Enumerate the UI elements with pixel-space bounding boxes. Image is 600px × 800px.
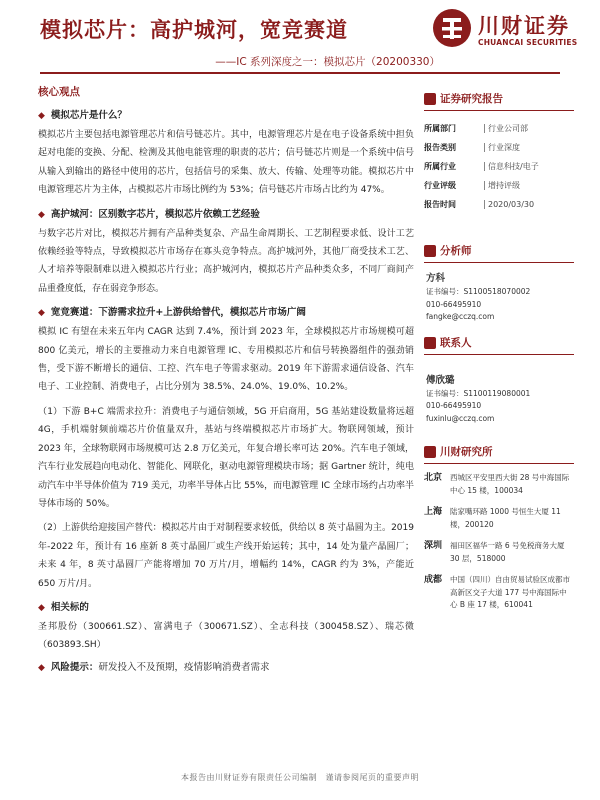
- section-heading: ◆ 高护城河：区别数字芯片，模拟芯片依赖工艺经验: [38, 208, 260, 220]
- report-info-table: [424, 119, 574, 214]
- info-row: 行业评级 增持评级: [424, 176, 574, 195]
- office-item: 成都 中国（四川）自由贸易试验区成都市高新区交子大道 177 号中海国际中心 B 座 17 楼，610041: [424, 575, 570, 609]
- logo-text-cn: 川财证券: [478, 14, 570, 38]
- square-marker-icon: [424, 446, 436, 458]
- core-viewpoints-heading: 核心观点: [38, 86, 80, 98]
- analyst-name: 方科: [426, 273, 446, 284]
- info-row: 所属部门 行业公司部: [424, 119, 574, 138]
- risk-label: 风险提示：: [50, 661, 99, 673]
- logo-emblem-icon: [432, 8, 472, 48]
- company-logo: [432, 8, 578, 52]
- header-divider: [40, 72, 560, 74]
- section-heading: ◆ 相关标的: [38, 601, 89, 613]
- square-marker-icon: [424, 93, 436, 105]
- analyst-card: [426, 271, 574, 324]
- office-list: [424, 472, 574, 612]
- section-heading: ◆ 模拟芯片是什么？: [38, 110, 127, 121]
- logo-text-en: CHUANCAI SECURITIES: [478, 38, 578, 47]
- office-item: 上海 陆家嘴环路 1000 号恒生大厦 11 楼，200120: [424, 507, 561, 529]
- report-title: 模拟芯片：高护城河，宽竞赛道: [40, 17, 348, 42]
- contact-phone: 010-66495910: [426, 401, 482, 410]
- analyst-heading: 分析师: [424, 244, 574, 263]
- analyst-phone: 010-66495910: [426, 299, 482, 309]
- page-footer: 本报告由川财证券有限责任公司编制 谨请参阅尾页的重要声明: [181, 773, 419, 782]
- diamond-bullet-icon: ◆: [38, 602, 45, 613]
- section-paragraph: 与数字芯片对比，模拟芯片拥有产品种类复杂、产品生命周期长、工艺制程要求低、设计工艺依赖经验等特点，导致模拟芯片市场存在寡头竞争特点。高护城河外，其他厂商受技术工艺、人才培养等限制难以进入模拟芯片行业；高护城河内，模拟芯片产品种类众多，不同厂商间产品重叠度低，存在弱竞争形态。: [38, 228, 414, 294]
- sidebar: [424, 92, 574, 621]
- info-row: 报告类别 行业深度: [424, 138, 574, 157]
- section-heading: ◆ 宽竞赛道：下游需求拉升+上游供给替代，模拟芯片市场广阔: [38, 307, 306, 319]
- square-marker-icon: [424, 245, 436, 257]
- core-viewpoints: [38, 80, 414, 678]
- info-row: 所属行业 信息科技/电子: [424, 157, 574, 176]
- risk-warning: [38, 659, 414, 673]
- section-paragraph: 模拟芯片主要包括电源管理芯片和信号链芯片。其中，电源管理芯片是在电子设备系统中担负起对电能的变换、分配、检测及其他电能管理的职责的芯片；信号链芯片则是一个系统中信号从输入到输出的路径中使用的芯片，包括信号的采集、放大、传输、处理等功能。模拟芯片中电源管理芯片为主体，占模拟芯片市场比例约为 53%；信号链芯片市场占比约为 47%。: [38, 130, 414, 196]
- contact-email[interactable]: fuxinlu@cczq.com: [426, 413, 495, 423]
- section-paragraph: （1）下游 B+C 端需求拉升：消费电子与通信领域，5G 开启商用，5G 基站建设数量将远超 4G，手机端射频前端芯片价值量双升，基站与终端模拟芯片市场扩大。物联网领域，预计 2023 年，全球物联网市场规模可达 2.8 万亿美元，年复合增长率可达 20%。汽车电子领域，汽车行业发展趋向电动化、智能化、网联化，驱动电源管理模块市场；据 Gartner 统计，纯电动汽车中半导体价值为 719 美元，功率半导体占比 55%，而电源管理 IC 全球市场约占功率半导体市场的 50%。: [38, 406, 414, 509]
- contact-cert: 证书编号：S1100119080001: [426, 388, 531, 398]
- report-subtitle: ——IC 系列深度之一：模拟芯片（20200330）: [215, 56, 440, 68]
- analyst-email[interactable]: fangke@cczq.com: [426, 312, 495, 321]
- section-paragraph: （2）上游供给迎接国产替代：模拟芯片由于对制程要求较低，供给以 8 英寸晶圆为主。2019 年-2022 年，预计有 16 座新 8 英寸晶圆厂或生产线开始运转；其中，14 处为量产晶圆厂；未来 4 年，8 英寸晶圆厂产能将增加 70 万片/月，增幅约 14%，CAGR 约为 3%，产能近 650 万片/月。: [38, 523, 414, 589]
- institute-heading: 川财研究所: [424, 445, 574, 464]
- office-item: 北京 西城区平安里西大街 28 号中海国际中心 15 楼，100034: [424, 473, 570, 495]
- analyst-cert: 证书编号：S1100518070002: [426, 287, 531, 296]
- diamond-bullet-icon: ◆: [38, 209, 45, 220]
- section-paragraph: 圣邦股份（300661.SZ）、富满电子（300671.SZ）、全志科技（300458.SZ）、瑞芯微（603893.SH）: [38, 621, 414, 651]
- info-row: 报告时间 2020/03/30: [424, 195, 574, 214]
- risk-text: 研发投入不及预期，疫情影响消费者需求: [98, 661, 270, 673]
- square-marker-icon: [424, 337, 436, 349]
- section-paragraph: 模拟 IC 有望在未来五年内 CAGR 达到 7.4%，预计到 2023 年，全球模拟芯片市场规模可超 800 亿美元，增长的主要推动力来自电源管理 IC、专用模拟芯片和信号转换器组件的强劲销售，受下游不断增长的通信、工控、汽车电子等需求驱动。2019 年下游需求通信设备、汽车电子、工业控制、消费电子，占比分别为 38.5%、24.0%、19.0%、10.2%。: [38, 327, 414, 393]
- diamond-bullet-icon: ◆: [38, 662, 45, 673]
- contact-heading: 联系人: [424, 336, 574, 355]
- contact-card: [426, 373, 574, 426]
- diamond-bullet-icon: ◆: [38, 111, 45, 121]
- report-info-heading: 证券研究报告: [424, 92, 574, 111]
- office-item: 深圳 福田区福华一路 6 号免税商务大厦 30 层，518000: [424, 541, 565, 563]
- contact-name: 傅欣璐: [426, 374, 455, 386]
- diamond-bullet-icon: ◆: [38, 308, 45, 319]
